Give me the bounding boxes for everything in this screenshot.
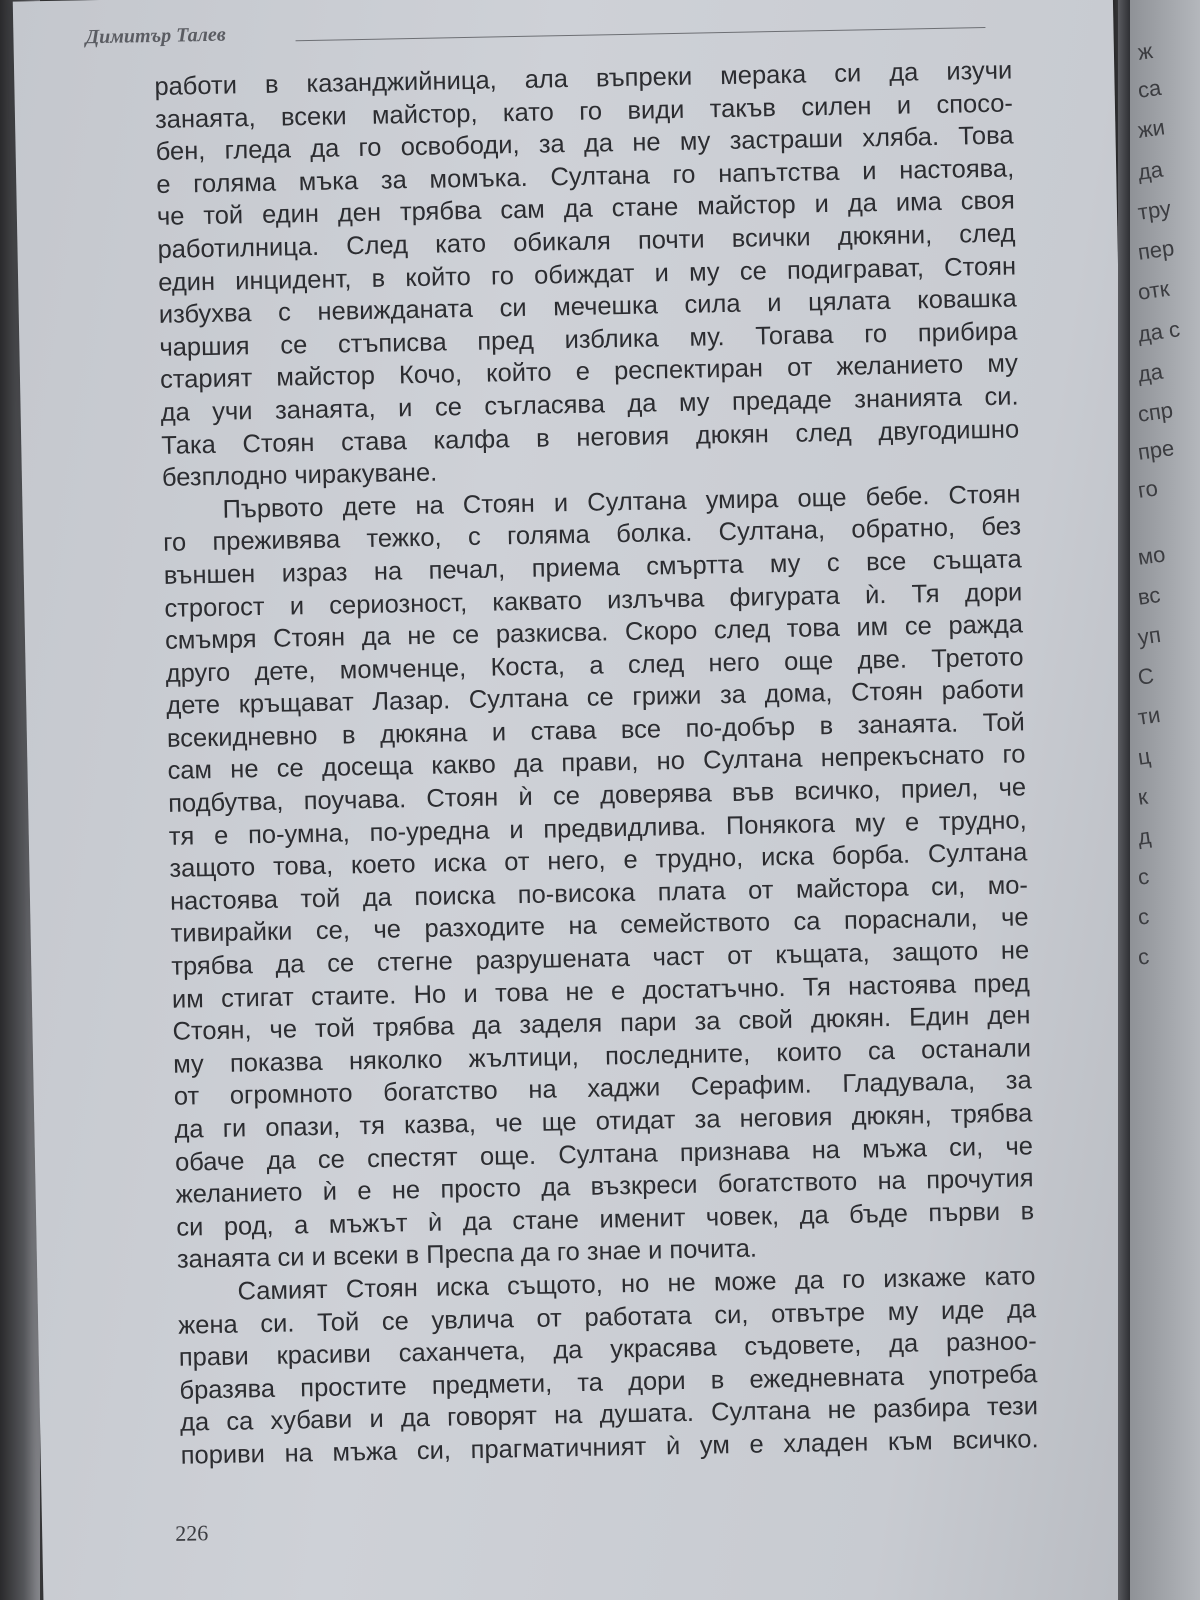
text-line: дете кръщават Лазар. Султана се грижи за дома, Стоян работи	[166, 675, 1025, 721]
running-head: Димитър Талев	[85, 23, 226, 49]
text-line: че той един ден трябва сам да стане майстор и да има своя	[156, 186, 1016, 232]
text-line: жена си. Той се увлича от работата си, отвътре му иде да	[177, 1294, 1037, 1340]
facing-page-fragment: с	[1136, 903, 1151, 930]
facing-page-fragment: жи	[1136, 114, 1167, 143]
text-line: да ги опази, тя казва, че ще отидат за неговия дюкян, трябва	[174, 1099, 1033, 1144]
text-line: бразява простите предмети, та дори в ежедневната употреба	[179, 1360, 1038, 1405]
facing-page-fragment: спр	[1136, 397, 1175, 427]
facing-page-fragment: к	[1136, 783, 1150, 810]
text-line: безплодно чиракуване.	[161, 458, 438, 493]
text-line: желанието ѝ е не просто да възкреси богатството на прочутия	[175, 1164, 1034, 1209]
page-number: 226	[174, 1520, 209, 1546]
facing-page	[1130, 0, 1200, 1600]
text-line: си род, а мъжът ѝ да стане именит човек, да бъде първи в	[176, 1197, 1035, 1242]
text-line: да са хубави и да говорят на душата. Султана не разбира тези	[179, 1392, 1039, 1438]
text-line: старият майстор Кочо, който е респектиран от желанието му	[159, 349, 1019, 395]
text-line: един инцидент, в който го обиждат и му се подиграват, Стоян	[157, 252, 1017, 297]
facing-page-fragment: мо	[1136, 541, 1167, 570]
header-rule	[296, 27, 986, 41]
text-line: бен, гледа да го освободи, за да не му застраши хляба. Това	[155, 121, 1014, 167]
text-line: всекидневно в дюкяна и става все по-добър в занаята. Той	[166, 708, 1026, 753]
text-line: да учи занаята, и се съгласява да му предаде знанията си.	[160, 382, 1019, 427]
text-line: строгост и сериозност, каквато излъчва фигурата ѝ. Тя дори	[164, 577, 1023, 623]
facing-page-fragment: пре	[1136, 435, 1176, 465]
text-line: чаршия се стъписва пред изблика му. Тогава го прибира	[159, 317, 1018, 362]
text-line: друго дете, момченце, Коста, а след него още две. Третото	[165, 643, 1024, 688]
facing-page-fragment: да	[1136, 358, 1165, 387]
text-line: тя е по-умна, по-уредна и предвидлива. Понякога му е трудно,	[168, 806, 1027, 851]
facing-page-fragment: го	[1136, 475, 1160, 503]
facing-page-fragment: отк	[1136, 275, 1171, 305]
text-line: тивирайки се, че разходите на семейството са пораснали, че	[170, 903, 1029, 949]
text-line: Първото дете на Стоян и Султана умира още бебе. Стоян	[222, 480, 1021, 524]
text-line: е голяма мъка за момъка. Султана го напътства и настоява,	[156, 154, 1015, 199]
text-line: го преживява тежко, с голяма болка. Султана, обратно, без	[162, 512, 1022, 558]
text-line: смъмря Стоян да не се разкисва. Скоро след това им се ражда	[164, 610, 1024, 655]
facing-page-fragment: ти	[1136, 702, 1162, 730]
text-line: му показва няколко жълтици, последните, които са останали	[172, 1034, 1032, 1079]
text-line: занаята, всеки майстор, като го види такъв силен и спосо-	[154, 89, 1014, 134]
text-line: занаята си и всеки в Преспа да го знае и почита.	[176, 1234, 758, 1275]
text-line: прави красиви саханчета, да украсява съдовете, да разноо-	[178, 1327, 1037, 1372]
page-header	[85, 9, 985, 52]
text-line: от огромното богатство на хаджи Серафим. Гладувала, за	[173, 1066, 1032, 1112]
book-gutter	[1118, 0, 1130, 1600]
text-line: външен израз на печал, приема смъртта му с все същата	[163, 545, 1022, 590]
facing-page-fragment: да	[1136, 156, 1165, 185]
text-line: трябва да се стегне разрушената част от къщата, защото не	[171, 936, 1030, 981]
text-line: избухва с невижданата си мечешка сила и цялата ковашка	[158, 284, 1017, 330]
facing-page-fragment: да с	[1136, 316, 1182, 347]
body-text	[154, 54, 1039, 1472]
facing-page-fragment: вс	[1136, 582, 1162, 610]
text-line: работи в казанджийница, ала въпреки мерака си да изучи	[154, 56, 1013, 101]
text-line: подбутва, поучава. Стоян ѝ се доверява във всичко, приел, че	[167, 773, 1027, 818]
facing-page-fragment: с	[1136, 943, 1151, 970]
facing-page-fragment: тру	[1136, 195, 1173, 225]
facing-page-fragment: д	[1136, 823, 1153, 850]
facing-page-fragment: ж	[1136, 38, 1155, 65]
facing-page-fragment: са	[1136, 74, 1163, 103]
facing-page-fragment: ц	[1136, 743, 1153, 770]
facing-page-fragment: с	[1136, 863, 1151, 890]
book-page	[13, 0, 1144, 1600]
facing-page-fragment: пер	[1136, 235, 1176, 265]
text-line: пориви на мъжа си, прагматичният ѝ ум е хладен към всичко.	[180, 1425, 1039, 1470]
text-line: обаче да се спестят още. Султана признава на мъжа си, че	[174, 1131, 1034, 1177]
text-line: работилница. След като обикаля почти всички дюкяни, след	[157, 219, 1016, 264]
text-line: им стигат стаите. Но и това не е достатъчно. Тя настоява пред	[171, 968, 1031, 1014]
text-line: Стоян, че той трябва да заделя пари за свой дюкян. Един ден	[172, 1001, 1031, 1047]
text-line: настоява той да поиска по-висока плата от майстора си, мо-	[169, 871, 1029, 916]
facing-page-fragment: уп	[1136, 621, 1163, 650]
text-line: Самият Стоян иска същото, но не може да го изкаже като	[237, 1262, 1036, 1306]
text-line: защото това, което иска от него, е трудно, иска борба. Султана	[169, 838, 1028, 884]
text-line: Така Стоян става калфа в неговия дюкян след двугодишно	[161, 414, 1020, 460]
facing-page-fragment: С	[1136, 662, 1156, 690]
text-line: сам не се досеща какво да прави, но Султана непрекъснато го	[167, 740, 1026, 786]
